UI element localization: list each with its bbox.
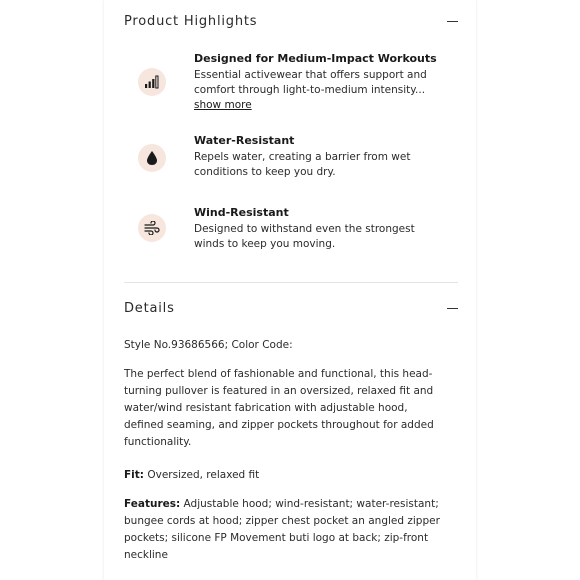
wind-icon [138, 214, 166, 242]
collapse-minus-icon[interactable] [447, 21, 458, 23]
product-description: The perfect blend of fashionable and functional, this head- turning pullover is featured in an oversized, relaxed fit and water/wind resistant fabrication with adjustable hood, defined seaming, and zipper pockets throughout for added functionality. [124, 368, 434, 448]
features-info: Features: Adjustable hood; wind-resistant; water-resistant; bungee cords at hood; zipper chest pocket an angled zipper pockets; silicone FP Movement buti logo at back; zip-front neckline [124, 498, 440, 561]
details-title: Details [124, 301, 175, 316]
section-divider [124, 282, 458, 283]
style-number: Style No.93686566; Color Code: [124, 339, 293, 351]
highlight-title: Wind-Resistant [194, 206, 289, 219]
fit-value: Oversized, relaxed fit [144, 469, 260, 481]
show-more-link[interactable]: show more [194, 99, 252, 111]
highlight-description: Designed to withstand even the strongest winds to keep you moving. [194, 223, 415, 250]
highlight-description: Repels water, creating a barrier from wet conditions to keep you dry. [194, 151, 411, 178]
collapse-minus-icon[interactable] [447, 308, 458, 310]
bar-chart-icon [138, 68, 166, 96]
product-highlights-header[interactable] [124, 14, 458, 29]
product-highlights-title: Product Highlights [124, 14, 258, 29]
details-header[interactable] [124, 301, 458, 316]
highlight-title: Water-Resistant [194, 134, 295, 147]
fit-info [124, 467, 458, 484]
features-label: Features: [124, 498, 181, 510]
highlight-title: Designed for Medium-Impact Workouts [194, 52, 437, 65]
water-drop-icon [138, 144, 166, 172]
highlight-description: Essential activewear that offers support and comfort through light-to-medium intensity... show more [194, 69, 427, 111]
fit-label: Fit: [124, 469, 144, 481]
